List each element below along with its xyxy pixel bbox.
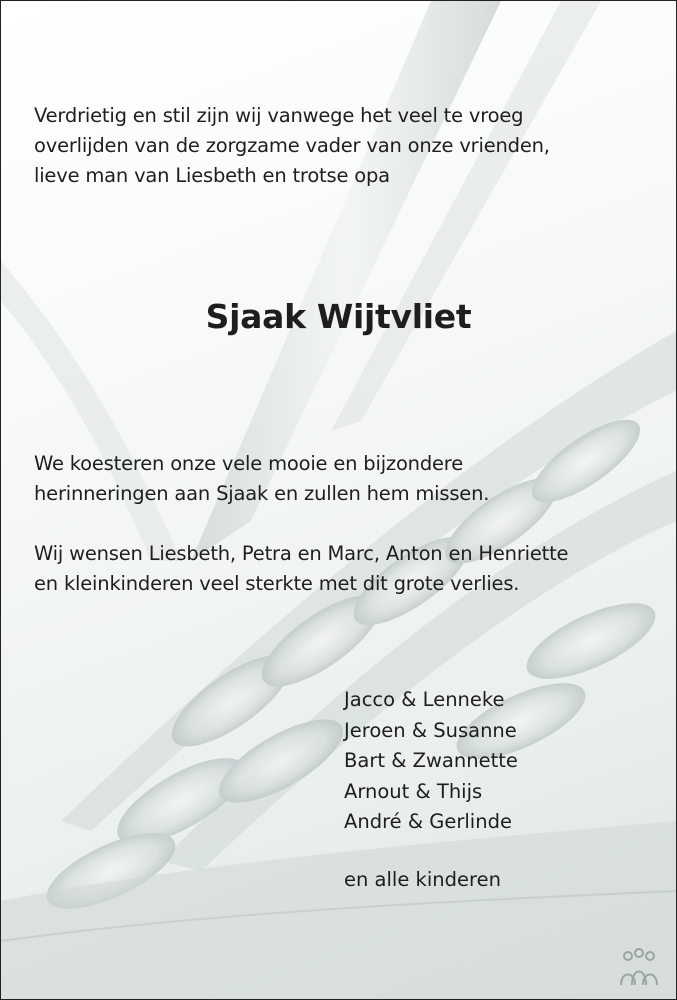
intro-text: Verdrietig en stil zijn wij vanwege het veel te vroeg overlijden van de zorgzame vader van onze vrienden, lieve man van Liesbeth en trotse opa [34, 104, 550, 187]
memories-paragraph: We koesteren onze vele mooie en bijzondere herinneringen aan Sjaak en zullen hem missen. [34, 452, 490, 505]
deceased-name: Sjaak Wijtvliet [205, 297, 472, 336]
signatory: Arnout & Thijs [344, 779, 483, 803]
signatory: Bart & Zwannette [344, 749, 518, 772]
closing-line: en alle kinderen [344, 868, 501, 891]
signatory: Jacco & Lenneke [344, 688, 505, 711]
signatories-list [344, 685, 518, 838]
signatory: André & Gerlinde [344, 810, 512, 833]
people-group-icon [616, 947, 662, 987]
signatory: Jeroen & Susanne [344, 718, 517, 742]
condolence-paragraph: Wij wensen Liesbeth, Petra en Marc, Anton en Henriette en kleinkinderen veel sterkte met dit grote verlies. [34, 542, 569, 595]
